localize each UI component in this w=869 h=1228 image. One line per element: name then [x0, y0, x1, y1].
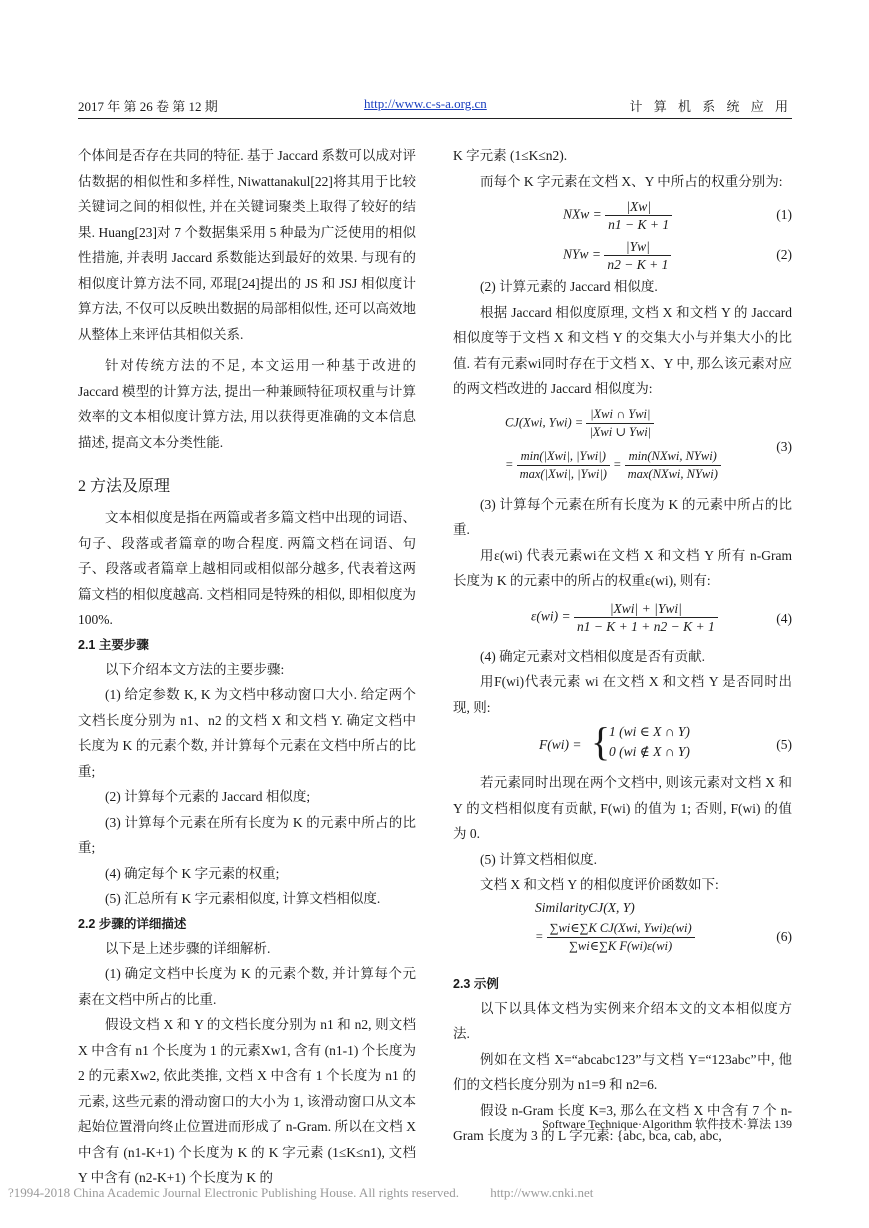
- equals-sign: =: [535, 928, 544, 943]
- equation-number: (4): [776, 610, 792, 626]
- equation-6: [453, 898, 792, 972]
- equals-sign: =: [613, 456, 622, 471]
- eq-numerator: |Xwi| + |Ywi|: [574, 600, 718, 618]
- equals-sign: =: [505, 456, 514, 471]
- copyright-notice: [8, 1185, 593, 1201]
- left-column: [78, 143, 416, 1191]
- running-header: [78, 96, 792, 119]
- paragraph: 以下介绍本文方法的主要步骤:: [105, 661, 285, 677]
- copyright-text: ?1994-2018 China Academic Journal Electronic Publishing House. All rights reserved.: [8, 1185, 459, 1200]
- equation-2: [453, 234, 792, 274]
- eq-lhs: F(wi) =: [539, 737, 582, 752]
- eq-lhs: CJ(Xwi, Ywi) =: [505, 414, 584, 429]
- equation-number: (2): [776, 247, 792, 262]
- eq-denominator: n1 − K + 1 + n2 − K + 1: [576, 618, 715, 634]
- paragraph: (2) 计算元素的 Jaccard 相似度.: [480, 279, 658, 294]
- eq-numerator: min(|Xwi|, |Ywi|): [517, 448, 610, 466]
- eq-numerator: |Xw|: [605, 198, 672, 216]
- paragraph: 以下以具体文档为实例来介绍本文的文本相似度方法.: [453, 1000, 792, 1041]
- equation-number: (1): [776, 207, 792, 222]
- brace: {: [591, 719, 611, 764]
- right-column: [453, 143, 792, 1149]
- paragraph: 以下是上述步骤的详细解析.: [105, 940, 271, 956]
- subsection-heading: 2.3 示例: [453, 976, 499, 991]
- eq-denominator: |Xwi ∪ Ywi|: [589, 424, 652, 439]
- paragraph: 而每个 K 字元素在文档 X、Y 中所占的权重分别为:: [480, 173, 783, 189]
- step-item: (5) 汇总所有 K 字元素相似度, 计算文档相似度.: [105, 891, 381, 906]
- paragraph: 若元素同时出现在两个文档中, 则该元素对文档 X 和 Y 的文档相似度有贡献, F(wi) 的值为 1; 否则, F(wi) 的值为 0.: [453, 775, 792, 841]
- eq-lhs: ε(wi) =: [531, 608, 571, 624]
- subsection-heading: 2.2 步骤的详细描述: [78, 916, 187, 931]
- equation-1: [453, 194, 792, 234]
- subsection-heading: 2.1 主要步骤: [78, 637, 149, 652]
- paragraph: 个体间是否存在共同的特征. 基于 Jaccard 系数可以成对评估数据的相似性和多样性, Niwattanakul[22]将其用于比较关键词之间的相似性, 并在关键词聚类上取得了较好的结果. Huang[23]对 7 个数据集采用 5 种最为广泛使用的相似性措施, 并表明 Jaccard 系数能达到最好的效果. 与现有的相似度计算方法不同, 邓琨[24]提出的 JS 和 JSJ 相似度计算方法, 不仅可以反映出数据的局部相似性, 还可以高效地从整体上来评估其相似关系.: [78, 148, 416, 342]
- step-item: (1) 给定参数 K, K 为文档中移动窗口大小. 给定两个文档长度分别为 n1、n2 的文档 X 和文档 Y. 确定文档中长度为 K 的元素个数, 并计算每个元素在文档中所占的比重;: [78, 687, 416, 779]
- eq-numerator: ∑wi∈∑K CJ(Xwi, Ywi)ε(wi): [547, 920, 695, 938]
- eq-numerator: |Yw|: [604, 238, 671, 256]
- paragraph: 文本相似度是指在两篇或者多篇文档中出现的词语、句子、段落或者篇章的吻合程度. 两篇文档在词语、句子、段落或者篇章上越相同或相似部分越多, 代表着这两篇文档的相似度越高. 文档相同是特殊的相似, 即相似度为 100%.: [78, 510, 416, 627]
- paragraph: 例如在文档 X=“abcabc123”与文档 Y=“123abc”中, 他们的文档长度分别为 n1=9 和 n2=6.: [453, 1051, 792, 1092]
- eq-denominator: n1 − K + 1: [608, 217, 670, 232]
- eq-case: 1 (wi ∈ X ∩ Y): [609, 724, 690, 739]
- eq-numerator: min(NXwi, NYwi): [625, 448, 721, 466]
- equation-number: (3): [776, 438, 792, 454]
- equation-4: [453, 594, 792, 644]
- paragraph: (5) 计算文档相似度.: [480, 851, 597, 867]
- eq-denominator: n2 − K + 1: [607, 257, 669, 272]
- eq-denominator: max(|Xwi|, |Ywi|): [519, 466, 607, 481]
- step-item: (2) 计算每个元素的 Jaccard 相似度;: [105, 789, 311, 804]
- eq-denominator: ∑wi∈∑K F(wi)ε(wi): [569, 938, 673, 953]
- paragraph: 假设 n-Gram 长度 K=3, 那么在文档 X 中含有 7 个 n-Gram 长度为 3 的 L 字元素: {abc, bca, cab, abc,: [453, 1102, 792, 1143]
- equation-5: [453, 720, 792, 770]
- equation-3: [453, 402, 792, 492]
- eq-numerator: |Xwi ∩ Ywi|: [586, 406, 654, 424]
- paragraph: 针对传统方法的不足, 本文运用一种基于改进的 Jaccard 模型的计算方法, 提出一种兼顾特征项权重与计算效率的文本相似度计算方法, 用以获得更准确的文本信息描述, 提高文本分类性能.: [78, 358, 416, 450]
- paragraph: K 字元素 (1≤K≤n2).: [453, 148, 568, 163]
- journal-name: 计 算 机 系 统 应 用: [629, 99, 792, 114]
- eq-lhs: NYw =: [563, 246, 602, 262]
- paragraph: 根据 Jaccard 相似度原理, 文档 X 和文档 Y 的 Jaccard 相似度等于文档 X 和文档 Y 的交集大小与并集大小的比值. 若有元素wi同时存在于文档 X、Y 中, 那么该元素对应的两文档改进的 Jaccard 相似度为:: [453, 304, 792, 396]
- paragraph: (1) 确定文档中长度为 K 的元素个数, 并计算每个元素在文档中所占的比重.: [78, 966, 416, 1007]
- cnki-link[interactable]: http://www.cnki.net: [490, 1185, 594, 1200]
- paragraph: (3) 计算每个元素在所有长度为 K 的元素中所占的比重.: [453, 496, 792, 537]
- step-item: (3) 计算每个元素在所有长度为 K 的元素中所占的比重;: [78, 814, 416, 855]
- journal-url-link[interactable]: http://www.c-s-a.org.cn: [364, 96, 487, 111]
- step-item: (4) 确定每个 K 字元素的权重;: [105, 865, 280, 881]
- paragraph: (4) 确定元素对文档相似度是否有贡献.: [480, 648, 705, 664]
- eq-lhs: NXw =: [563, 206, 602, 222]
- eq-denominator: max(NXwi, NYwi): [627, 466, 718, 481]
- eq-lhs: SimilarityCJ(X, Y): [535, 899, 635, 915]
- paragraph: 用F(wi)代表元素 wi 在文档 X 和文档 Y 是否同时出现, 则:: [453, 674, 792, 715]
- paragraph: 假设文档 X 和 Y 的文档长度分别为 n1 和 n2, 则文档 X 中含有 n1 个长度为 1 的元素Xw1, 含有 (n1-1) 个长度为 2 的元素Xw2, 依此类推, 文档 X 中含有 1 个长度为 n1 的元素, 这些元素的滑动窗口的大小为 1, 该滑动窗口从文本起始位置滑向终止位置进而形成了 n-Gram. 所以在文档 X 中含有 (n1-K+1) 个长度为 K 的 K 字元素 (1≤K≤n1), 文档 Y 中含有 (n2-K+1) 个长度为 K 的: [78, 1017, 416, 1185]
- page-footer: Software Technique·Algorithm 软件技术·算法 139: [542, 1117, 792, 1131]
- eq-case: 0 (wi ∉ X ∩ Y): [609, 744, 690, 759]
- issue-info: 2017 年 第 26 卷 第 12 期: [78, 99, 218, 114]
- equation-number: (6): [776, 928, 792, 944]
- equation-number: (5): [776, 737, 792, 752]
- section-heading: 2 方法及原理: [78, 478, 171, 495]
- paragraph: 文档 X 和文档 Y 的相似度评价函数如下:: [480, 877, 719, 892]
- paragraph: 用ε(wi) 代表元素wi在文档 X 和文档 Y 所有 n-Gram 长度为 K 的元素中的所占的权重ε(wi), 则有:: [453, 547, 792, 588]
